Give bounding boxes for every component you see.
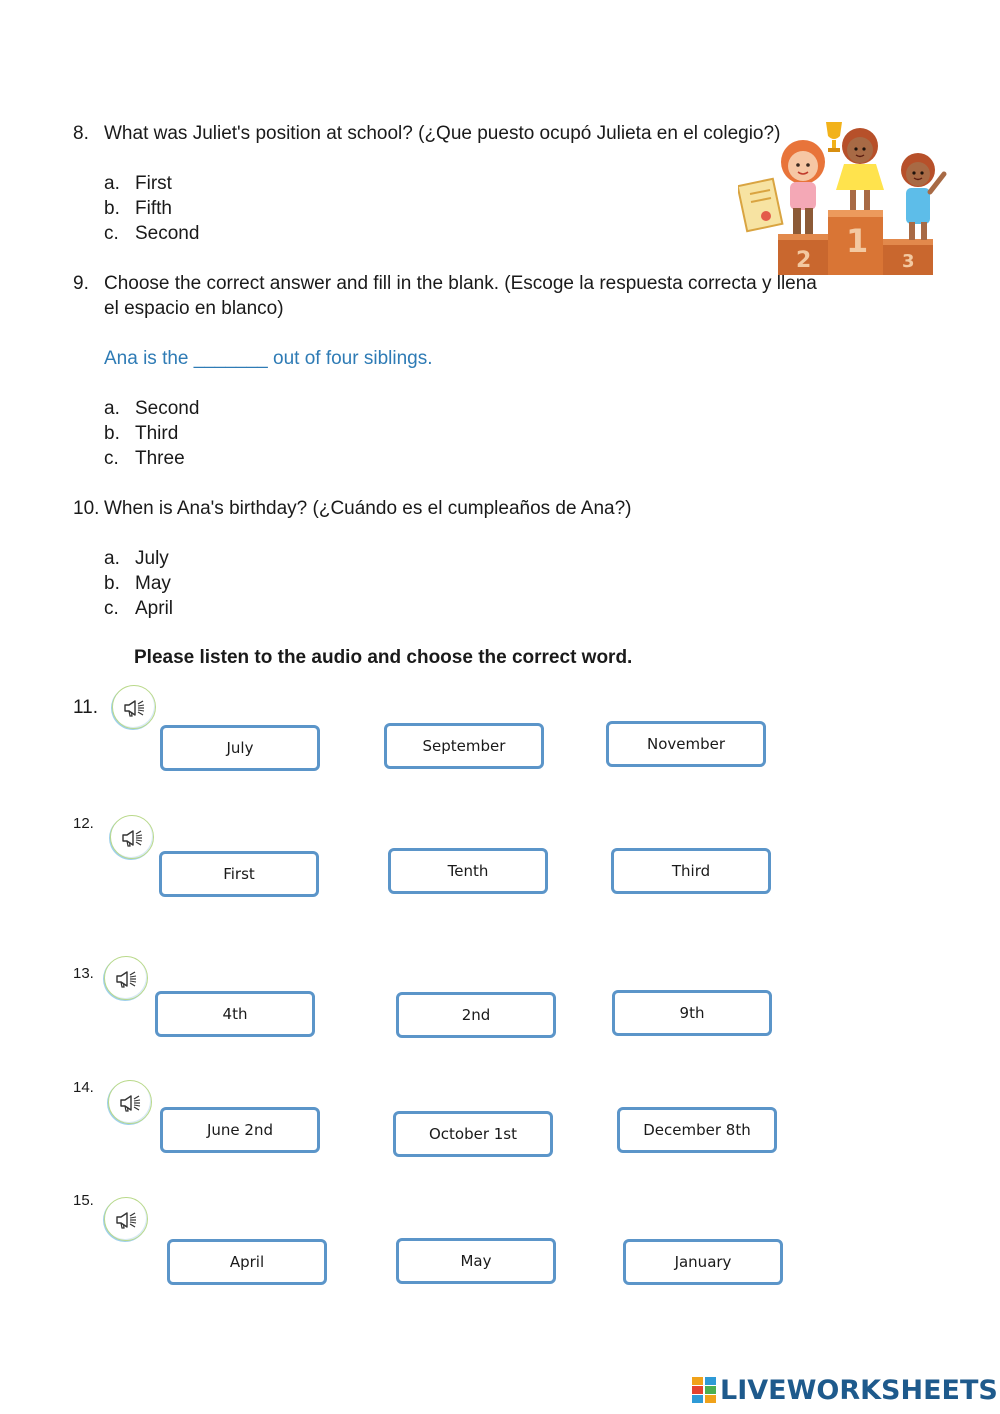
megaphone-icon <box>118 1091 144 1115</box>
option-text: May <box>135 573 171 594</box>
option-9b[interactable] <box>104 421 224 446</box>
question-text-line-2: el espacio en blanco) <box>104 298 284 319</box>
option-10a[interactable] <box>104 546 224 571</box>
option-text: Fifth <box>135 198 172 219</box>
liveworksheets-logo[interactable] <box>692 1374 998 1406</box>
megaphone-icon <box>122 696 148 720</box>
option-letter: b. <box>104 198 120 219</box>
audio-play-button-11[interactable] <box>112 685 156 729</box>
question-10 <box>0 496 1000 521</box>
option-10b[interactable] <box>104 571 224 596</box>
option-text: Second <box>135 398 200 419</box>
logo-text: LIVEWORKSHEETS <box>720 1374 998 1406</box>
audio-play-button-14[interactable] <box>108 1080 152 1124</box>
option-text: July <box>135 548 169 569</box>
item-number-11: 11. <box>73 697 99 718</box>
megaphone-icon <box>120 826 146 850</box>
megaphone-icon <box>114 967 140 991</box>
option-8c[interactable] <box>104 221 224 246</box>
question-number: 8. <box>73 123 89 144</box>
question-text-line-1: Choose the correct answer and fill in the blank. (Escoge la respuesta correcta y llena <box>104 273 817 294</box>
item-number-13: 13. <box>73 965 94 982</box>
question-text: What was Juliet's position at school? (¿Que puesto ocupó Julieta en el colegio?) <box>104 123 781 144</box>
option-letter: c. <box>104 598 119 619</box>
option-10c[interactable] <box>104 596 224 621</box>
choice-15-1[interactable]: April <box>167 1239 327 1285</box>
fill-in-sentence: Ana is the _______ out of four siblings. <box>104 348 433 369</box>
choice-15-2[interactable]: May <box>396 1238 556 1284</box>
option-letter: a. <box>104 398 120 419</box>
question-number: 9. <box>73 273 89 294</box>
audio-play-button-15[interactable] <box>104 1197 148 1241</box>
item-number-15: 15. <box>73 1192 94 1209</box>
choice-15-3[interactable]: January <box>623 1239 783 1285</box>
choice-14-1[interactable]: June 2nd <box>160 1107 320 1153</box>
choice-11-2[interactable]: September <box>384 723 544 769</box>
choice-13-3[interactable]: 9th <box>612 990 772 1036</box>
liveworksheets-logo-icon <box>692 1377 716 1403</box>
option-letter: c. <box>104 223 119 244</box>
megaphone-icon <box>114 1208 140 1232</box>
option-letter: b. <box>104 423 120 444</box>
audio-play-button-12[interactable] <box>110 815 154 859</box>
listening-instruction: Please listen to the audio and choose the correct word. <box>134 647 633 668</box>
choice-13-2[interactable]: 2nd <box>396 992 556 1038</box>
choice-11-3[interactable]: November <box>606 721 766 767</box>
podium-label-2: 2 <box>796 248 812 273</box>
choice-11-1[interactable]: July <box>160 725 320 771</box>
question-text: When is Ana's birthday? (¿Cuándo es el cumpleaños de Ana?) <box>104 498 632 519</box>
option-9c[interactable] <box>104 446 224 471</box>
audio-play-button-13[interactable] <box>104 956 148 1000</box>
option-text: Third <box>135 423 179 444</box>
option-letter: a. <box>104 548 120 569</box>
option-letter: b. <box>104 573 120 594</box>
question-number: 10. <box>73 498 100 519</box>
option-text: Three <box>135 448 185 469</box>
choice-14-3[interactable]: December 8th <box>617 1107 777 1153</box>
option-8b[interactable] <box>104 196 224 221</box>
option-9a[interactable] <box>104 396 224 421</box>
option-letter: c. <box>104 448 119 469</box>
choice-12-3[interactable]: Third <box>611 848 771 894</box>
choice-12-2[interactable]: Tenth <box>388 848 548 894</box>
item-number-12: 12. <box>73 815 94 832</box>
item-number-14: 14. <box>73 1079 94 1096</box>
podium-winners-illustration <box>738 112 958 277</box>
option-text: Second <box>135 223 200 244</box>
option-letter: a. <box>104 173 120 194</box>
choice-14-2[interactable]: October 1st <box>393 1111 553 1157</box>
podium-label-1: 1 <box>846 222 869 260</box>
option-text: First <box>135 173 172 194</box>
podium-label-3: 3 <box>902 251 915 272</box>
option-8a[interactable] <box>104 171 224 196</box>
question-9 <box>0 271 1000 321</box>
option-text: April <box>135 598 174 619</box>
choice-12-1[interactable]: First <box>159 851 319 897</box>
choice-13-1[interactable]: 4th <box>155 991 315 1037</box>
